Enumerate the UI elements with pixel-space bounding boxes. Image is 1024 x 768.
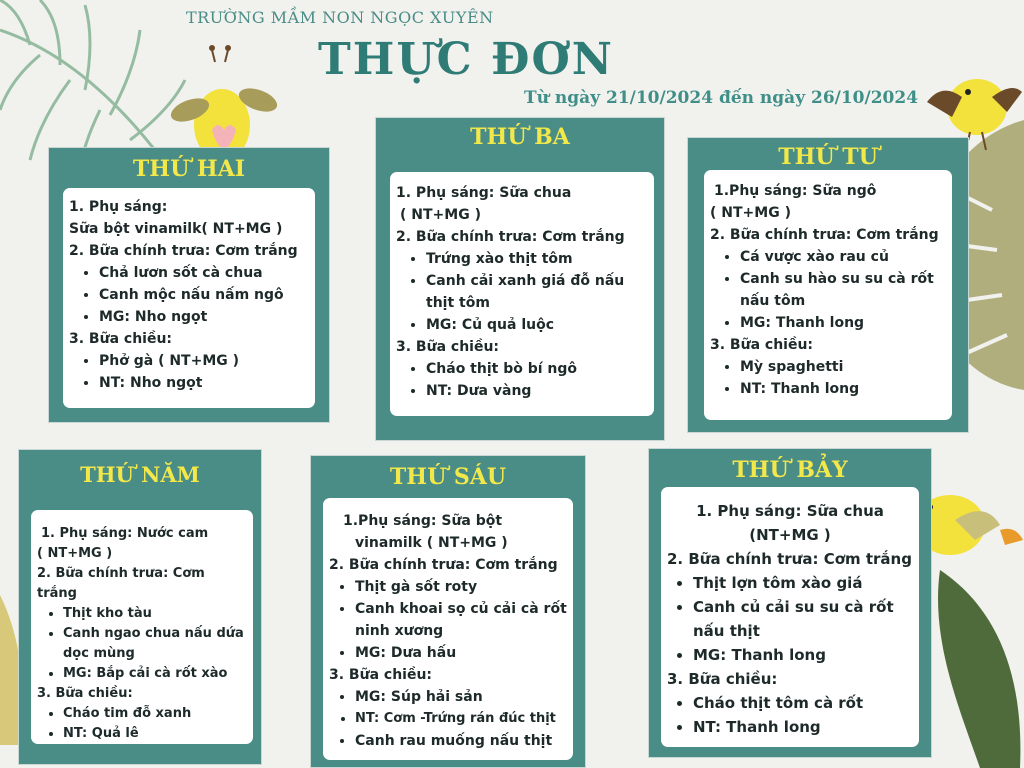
- menu-item: • Phở gà ( NT+MG ): [99, 350, 309, 372]
- menu-heading: vinamilk ( NT+MG ): [355, 535, 508, 551]
- menu-heading: ( NT+MG ): [710, 205, 791, 221]
- leaf-bottomright-icon: [930, 570, 1024, 768]
- menu-heading: 2. Bữa chính trưa: Cơm trắng: [667, 550, 912, 568]
- menu-item: • MG: Súp hải sản: [355, 686, 567, 708]
- menu-list: [661, 487, 919, 747]
- day-title: THỨ BẢY: [732, 457, 848, 483]
- menu-item: • NT: Dưa vàng: [426, 380, 648, 402]
- menu-list: [390, 172, 654, 416]
- day-card-tuesday: [375, 117, 665, 441]
- menu-item: • MG: Củ quả luộc: [426, 314, 648, 336]
- menu-item: • Cháo thịt bò bí ngô: [426, 358, 648, 380]
- menu-item: • Canh ngao chua nấu dứa dọc mùng: [63, 624, 247, 664]
- menu-item: • MG: Nho ngọt: [99, 306, 309, 328]
- day-title: THỨ NĂM: [80, 462, 200, 487]
- menu-heading: 1. Phụ sáng: Sữa chua: [696, 502, 884, 520]
- menu-item: • MG: Dưa hấu: [355, 642, 567, 664]
- menu-item: • Thịt kho tàu: [63, 604, 247, 624]
- date-range: Từ ngày 21/10/2024 đến ngày 26/10/2024: [524, 88, 919, 108]
- menu-item: • Canh khoai sọ củ cải cà rốt ninh xương: [355, 598, 567, 642]
- menu-heading: 2. Bữa chính trưa: Cơm trắng: [329, 557, 558, 573]
- menu-item: • NT: Thanh long: [693, 715, 913, 739]
- day-card-saturday: [648, 448, 932, 758]
- menu-heading: 3. Bữa chiều:: [396, 339, 500, 355]
- menu-heading: 2. Bữa chính trưa: Cơm trắng: [69, 243, 298, 259]
- menu-heading: 2. Bữa chính trưa: Cơm trắng: [710, 227, 939, 243]
- day-card-thursday: [18, 449, 262, 765]
- menu-heading: 1. Phụ sáng: Nước cam: [41, 526, 209, 541]
- menu-item: • MG: Thanh long: [693, 643, 913, 667]
- day-title: THỨ HAI: [132, 156, 246, 182]
- menu-item: • Trứng xào thịt tôm: [426, 248, 648, 270]
- menu-heading: 1. Phụ sáng: Sữa chua: [396, 185, 572, 201]
- day-title: THỨ SÁU: [389, 464, 507, 490]
- menu-list: [63, 188, 315, 408]
- menu-item: • NT: Thanh long: [740, 378, 946, 400]
- menu-item: • Thịt gà sốt roty: [355, 576, 567, 598]
- menu-item: • Mỳ spaghetti: [740, 356, 946, 378]
- menu-item: • MG: Thanh long: [740, 312, 946, 334]
- page-title: THỰC ĐƠN: [318, 34, 615, 85]
- menu-heading: 1.Phụ sáng: Sữa ngô: [714, 183, 877, 199]
- menu-heading: 3. Bữa chiều:: [710, 337, 814, 353]
- menu-item: • Thịt lợn tôm xào giá: [693, 571, 913, 595]
- menu-item: • Cháo tim đỗ xanh: [63, 704, 247, 724]
- menu-heading: 2. Bữa chính trưa: Cơm trắng: [396, 229, 625, 245]
- menu-item: • MG: Bắp cải cà rốt xào: [63, 664, 247, 684]
- menu-item: • Canh mộc nấu nấm ngô: [99, 284, 309, 306]
- menu-heading: 3. Bữa chiều:: [329, 667, 433, 683]
- menu-heading: (NT+MG ): [749, 526, 831, 544]
- menu-item: • Canh cải xanh giá đỗ nấu thịt tôm: [426, 270, 648, 314]
- day-card-wednesday: [687, 137, 969, 433]
- menu-item: • NT: Nho ngọt: [99, 372, 309, 394]
- menu-item: • Cháo thịt tôm cà rốt: [693, 691, 913, 715]
- menu-item: • Canh su hào su su cà rốt nấu tôm: [740, 268, 946, 312]
- menu-heading: 3. Bữa chiều:: [37, 686, 133, 701]
- menu-list: [31, 510, 253, 744]
- day-title: THỨ BA: [470, 124, 570, 150]
- menu-item: • Canh rau muống nấu thịt: [355, 730, 567, 752]
- menu-heading: 1.Phụ sáng: Sữa bột: [343, 513, 503, 529]
- menu-list: [323, 498, 573, 760]
- menu-heading: ( NT+MG ): [400, 207, 481, 223]
- menu-item: • NT: Quả lê: [63, 724, 247, 744]
- menu-item: • Cá vược xào rau củ: [740, 246, 946, 268]
- day-card-monday: [48, 147, 330, 423]
- day-card-friday: [310, 455, 586, 768]
- menu-heading: 1. Phụ sáng:: [69, 199, 168, 215]
- school-name: TRƯỜNG MẦM NON NGỌC XUYÊN: [186, 8, 494, 27]
- menu-heading: 2. Bữa chính trưa: Cơm trắng: [37, 566, 205, 601]
- menu-list: [704, 170, 952, 420]
- menu-heading: 3. Bữa chiều:: [667, 670, 778, 688]
- menu-item: • Chả lươn sốt cà chua: [99, 262, 309, 284]
- menu-heading: Sữa bột vinamilk( NT+MG ): [69, 221, 283, 237]
- menu-heading: ( NT+MG ): [37, 546, 113, 561]
- menu-item: • NT: Cơm -Trứng rán đúc thịt: [355, 708, 567, 730]
- menu-item: • Canh củ cải su su cà rốt nấu thịt: [693, 595, 913, 643]
- menu-heading: 3. Bữa chiều:: [69, 331, 173, 347]
- day-title: THỨ TƯ: [778, 144, 878, 170]
